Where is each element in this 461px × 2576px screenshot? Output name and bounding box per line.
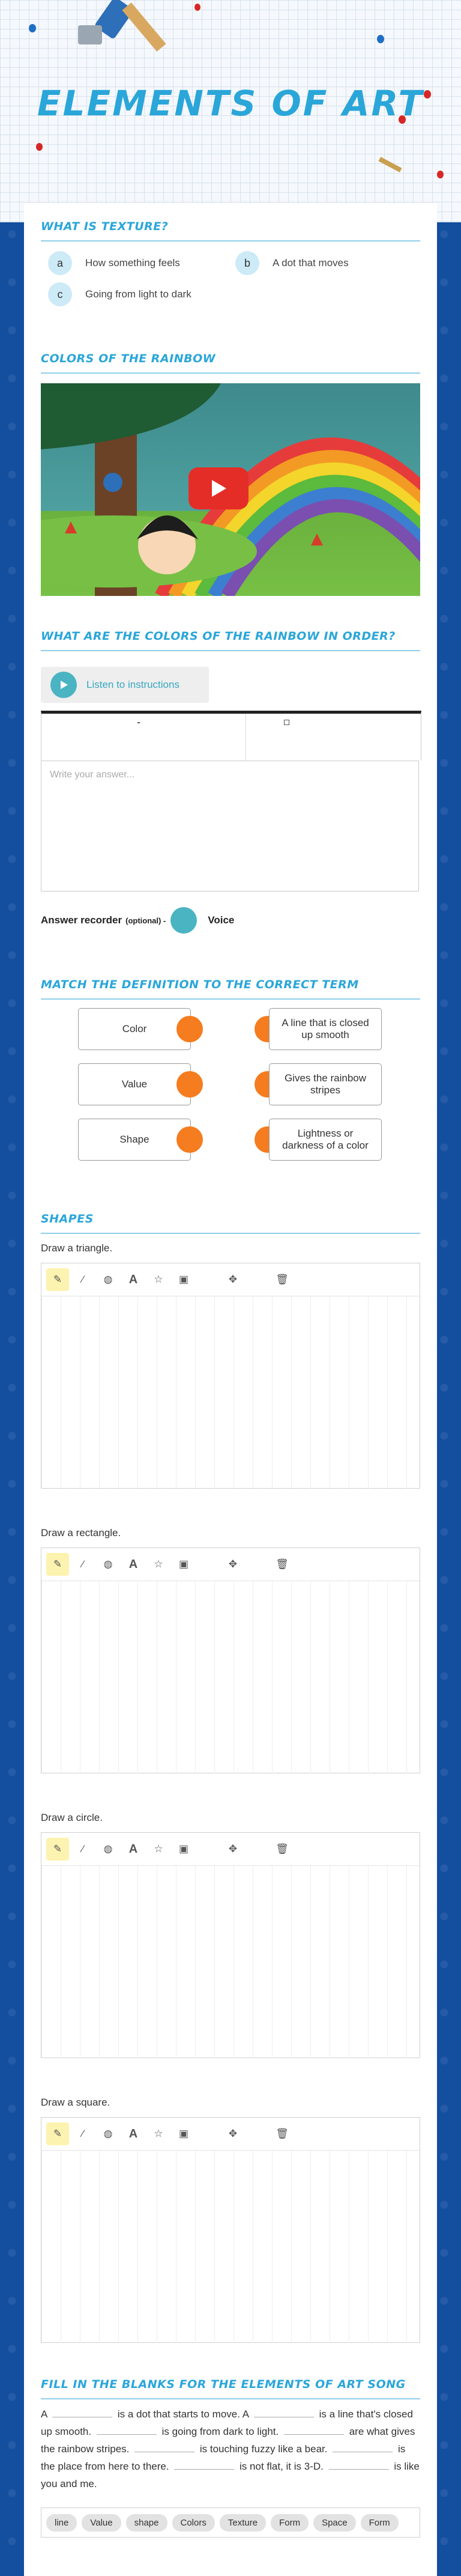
q6-divider [41,2398,420,2399]
pencil-icon[interactable]: ✎ [46,1268,69,1291]
text-icon[interactable]: A [128,1272,138,1286]
trash-icon[interactable]: 🗑 [276,1843,289,1855]
pencil-icon[interactable]: ✎ [46,1838,69,1861]
term-connector[interactable] [176,1016,203,1042]
option-b[interactable] [235,251,349,275]
youtube-play-icon[interactable] [188,467,249,509]
move-icon[interactable]: ✥ [228,1558,238,1570]
decor-dot [437,171,444,178]
play-icon [50,672,77,698]
drawing-toolbar [41,1833,420,1866]
brush-icon[interactable]: ⁄ [82,1843,84,1855]
color-wheel-icon[interactable]: ◍ [103,1843,113,1855]
recorder-optional: (optional) - [125,916,166,925]
recorder-label: Answer recorder [41,914,122,926]
trash-icon[interactable]: 🗑 [276,1274,289,1285]
song-text: is a dot that starts to move. A [117,2408,249,2420]
term-connector[interactable] [176,1126,203,1153]
q3-title: WHAT ARE THE COLORS OF THE RAINBOW IN ORDER? [41,630,396,643]
answer-recorder [41,907,234,934]
drawing-canvas[interactable] [41,1263,420,1489]
blank-drop-zone[interactable] [174,2458,234,2470]
drawing-canvas[interactable] [41,1832,420,2058]
image-icon[interactable]: ▣ [178,1558,189,1570]
q3-divider [41,650,420,651]
trash-icon[interactable]: 🗑 [276,1558,289,1570]
fill-in-blanks-text [41,2405,420,2492]
q1-title: WHAT IS TEXTURE? [41,220,169,233]
voice-label: Voice [208,914,235,926]
shape-prompt: Draw a triangle. [41,1242,113,1254]
star-icon[interactable]: ☆ [154,2128,163,2139]
trash-icon[interactable]: 🗑 [276,2128,289,2139]
listen-label: Listen to instructions [86,679,179,690]
image-icon[interactable]: ▣ [178,1843,189,1855]
option-text: Going from light to dark [85,288,191,300]
option-letter: c [48,282,72,306]
definition-card[interactable]: A line that is closed up smooth [269,1008,382,1050]
star-icon[interactable]: ☆ [154,1274,163,1285]
definition-card[interactable]: Lightness or darkness of a color [269,1119,382,1161]
option-c[interactable] [48,282,191,306]
song-text: is like you and me. [41,2461,420,2489]
word-chip[interactable]: Form [361,2514,399,2532]
canvas-area[interactable] [41,2151,420,2343]
q2-title: COLORS OF THE RAINBOW [41,352,216,365]
drawing-toolbar [41,1548,420,1581]
decor-dot [36,143,43,151]
term-card-value[interactable]: Value [78,1063,191,1105]
decor-dot [377,35,384,43]
drawing-canvas[interactable] [41,1548,420,1773]
song-text: are what gives the rainbow stripes. [41,2426,415,2455]
blank-drop-zone[interactable] [333,2441,393,2452]
text-icon[interactable]: A [128,1557,138,1571]
answer-toolbar [41,711,421,761]
color-wheel-icon[interactable]: ◍ [103,1274,113,1285]
song-text: is not flat, it is 3-D. [240,2461,324,2472]
move-icon[interactable]: ✥ [228,1274,238,1285]
star-icon[interactable]: ☆ [154,1843,163,1855]
word-chip[interactable]: line [46,2514,77,2532]
q6-title: FILL IN THE BLANKS FOR THE ELEMENTS OF ART SONG [41,2378,406,2391]
move-icon[interactable]: ✥ [228,2128,238,2139]
image-icon[interactable]: ▣ [178,2128,189,2139]
color-wheel-icon[interactable]: ◍ [103,2128,113,2139]
q5-divider [41,1233,420,1234]
blank-drop-zone[interactable] [52,2406,112,2417]
drawing-toolbar [41,1263,420,1296]
blank-drop-zone[interactable] [284,2423,344,2435]
word-chip[interactable]: Value [82,2514,121,2532]
word-chip[interactable]: Form [271,2514,309,2532]
decor-dot [194,4,200,11]
blank-drop-zone[interactable] [97,2423,157,2435]
song-text: is touching fuzzy like a bear. [199,2443,328,2455]
decor-dot [29,24,36,32]
blank-drop-zone[interactable] [134,2441,194,2452]
word-bank [41,2508,420,2538]
voice-record-button[interactable] [170,907,197,934]
text-icon[interactable]: A [128,2127,138,2140]
term-connector[interactable] [176,1071,203,1098]
shape-prompt: Draw a square. [41,2097,110,2108]
canvas-area[interactable] [41,1581,420,1773]
song-text: is going from dark to light. [161,2426,279,2437]
word-chip[interactable]: Space [313,2514,356,2532]
song-text: is a line that's closed up smooth. [41,2408,413,2437]
sharpener-icon [78,25,102,44]
page-title: ELEMENTS OF ART [37,83,424,124]
term-card-color[interactable]: Color [78,1008,191,1050]
pencil-icon[interactable]: ✎ [46,2122,69,2145]
worksheet [24,203,437,2576]
canvas-area[interactable] [41,1866,420,2058]
brush-icon[interactable]: ⁄ [82,1274,84,1285]
text-icon[interactable]: A [128,1842,138,1856]
definition-card[interactable]: Gives the rainbow stripes [269,1063,382,1105]
toolbar-square-icon[interactable] [284,720,289,725]
song-text: A [41,2408,47,2420]
video-player[interactable] [41,383,420,596]
answer-textarea[interactable]: Write your answer... [41,761,419,892]
shape-prompt: Draw a circle. [41,1812,103,1823]
drawing-toolbar [41,2118,420,2151]
move-icon[interactable]: ✥ [228,1843,238,1855]
q2-divider [41,372,420,374]
shape-prompt: Draw a rectangle. [41,1527,121,1539]
word-chip[interactable]: shape [126,2514,167,2532]
brush-icon[interactable]: ⁄ [82,2128,84,2139]
option-letter: b [235,251,259,275]
star-icon[interactable]: ☆ [154,1558,163,1570]
q5-title: SHAPES [41,1212,94,1226]
option-text: A dot that moves [273,257,349,269]
brush-icon[interactable]: ⁄ [82,1558,84,1570]
listen-instructions-button[interactable] [41,667,209,703]
q1-divider [41,240,420,242]
canvas-area[interactable] [41,1296,420,1489]
word-chip[interactable]: Texture [220,2514,266,2532]
word-chip[interactable]: Colors [172,2514,215,2532]
drawing-canvas[interactable] [41,2117,420,2343]
q4-divider [41,998,420,1000]
song-text: is the place from here to there. [41,2443,406,2472]
option-a[interactable] [48,251,180,275]
q4-title: MATCH THE DEFINITION TO THE CORRECT TERM [41,978,359,991]
color-wheel-icon[interactable]: ◍ [103,1558,113,1570]
option-letter: a [48,251,72,275]
toolbar-marker[interactable] [137,722,140,723]
option-text: How something feels [85,257,180,269]
pencil-icon[interactable]: ✎ [46,1553,69,1576]
image-icon[interactable]: ▣ [178,1274,189,1285]
blank-drop-zone[interactable] [254,2406,314,2417]
play-triangle-icon [208,478,229,499]
blank-drop-zone[interactable] [329,2458,389,2470]
term-card-shape[interactable]: Shape [78,1119,191,1161]
